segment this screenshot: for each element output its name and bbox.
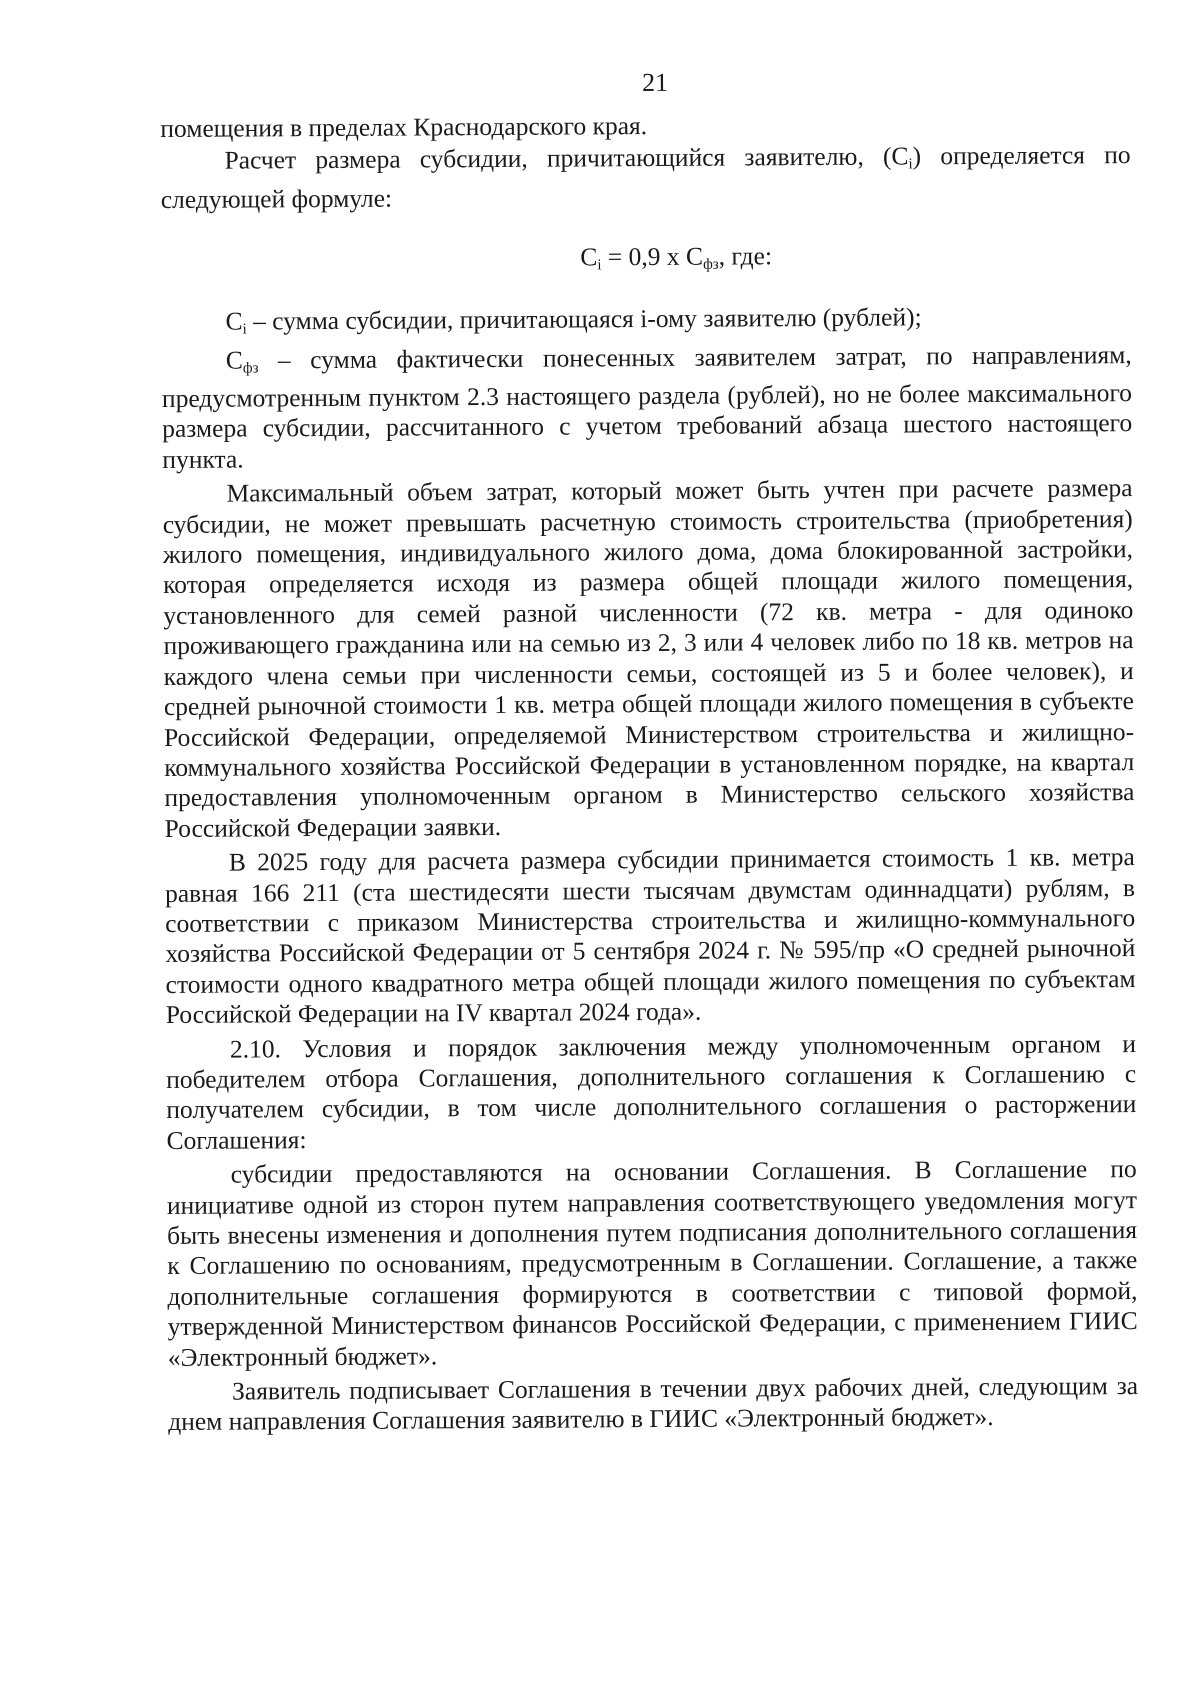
continuation-text: помещения в пределах Краснодарского края. <box>160 111 648 143</box>
page-number: 21 <box>641 67 669 98</box>
calc-intro-subscript: i <box>908 156 913 173</box>
formula-lhs-subscript: i <box>597 257 602 274</box>
calc-intro-end: ) определяется по следующей формуле: <box>160 140 1131 214</box>
formula-mid: = 0,9 х C <box>601 241 704 272</box>
formula-tail: , где: <box>718 241 773 271</box>
formula-rhs-subscript: фз <box>703 256 719 273</box>
ci-symbol: C <box>225 306 243 336</box>
definition-ci <box>161 301 1131 345</box>
formula-lhs: C <box>580 242 598 272</box>
paragraph-calculation-intro <box>160 140 1130 215</box>
paragraph-subsidies-basis: субсидии предоставляются на основании Соглашения. В Соглашение по инициативе одной из сторон путем направления соответствующего уведомления могут быть внесены изменения и дополнения путем подписания дополнительного соглашения к Соглашению по основаниям, предусмотренным в Соглашении. Соглашение, а также дополнительные соглашения формируются в соответствии с типовой формой, утвержденной Министерством финансов Российской Федерации, с применением ГИИС «Электронный бюджет». <box>166 1154 1138 1372</box>
calc-intro-text: Расчет размера субсидии, причитающийся заявителю, (C <box>224 141 909 176</box>
paragraph-year-2025-cost: В 2025 году для расчета размера субсидии принимается стоимость 1 кв. метра равная 166 211 (ста шестидесяти шести тысячам двумстам одиннадцати) рублям, в соответствии с приказом Министерства строительства и жилищно-коммунального хозяйства Российской Федерации от 5 сентября 2024 г. № 595/пр «О средней рыночной стоимости одного квадратного метра общей площади жилого помещения по субъектам Российской Федерации на IV квартал 2024 года». <box>164 842 1136 1030</box>
subsidy-formula <box>161 239 1131 283</box>
ci-subscript: i <box>242 321 247 338</box>
cfz-subscript: фз <box>242 360 259 377</box>
paragraph-applicant-signs: Заявитель подписывает Соглашения в течении двух рабочих дней, следующим за днем направления Соглашения заявителю в ГИИС «Электронный бюджет». <box>168 1371 1139 1437</box>
definition-cfz <box>162 340 1133 476</box>
paragraph-section-2-10: 2.10. Условия и порядок заключения между уполномоченным органом и победителем отбора Соглашения, дополнительного соглашения к Соглашению с получателем субсидии, в том числе дополнительного соглашения о расторжении Соглашения: <box>166 1028 1137 1155</box>
page-content <box>160 64 1138 1438</box>
ci-definition-text: – сумма субсидии, причитающаяся i-ому заявителю (рублей); <box>246 302 922 336</box>
cfz-definition-text: – сумма фактически понесенных заявителем затрат, по направлениям, предусмотренным пунктом 2.3 настоящего раздела (рублей), но не более максимального размера субсидии, рассчитанного с учетом требований абзаца шестого настоящего пункта. <box>161 339 1133 474</box>
paragraph-region-continuation <box>160 108 1130 144</box>
paragraph-max-costs: Максимальный объем затрат, который может быть учтен при расчете размера субсидии, не может превышать расчетную стоимость строительства (приобретения) жилого помещения, индивидуального жилого дома, дома блокированной застройки, которая определяется исходя из размера общей площади жилого помещения, установленного для семей разной численности (72 кв. метра - для одиноко проживающего гражданина или на семью из 2, 3 или 4 человек либо по 18 кв. метров на каждого члена семьи при численности семьи, состоящей из 5 и более человек), и средней рыночной стоимости 1 кв. метра общей площади жилого помещения в субъекте Российской Федерации, определяемой Министерством строительства и жилищно-коммунального хозяйства Российской Федерации в установленном порядке, на квартал предоставления уполномоченным органом в Министерство сельского хозяйства Российской Федерации заявки. <box>162 473 1135 843</box>
cfz-symbol: C <box>225 345 243 375</box>
